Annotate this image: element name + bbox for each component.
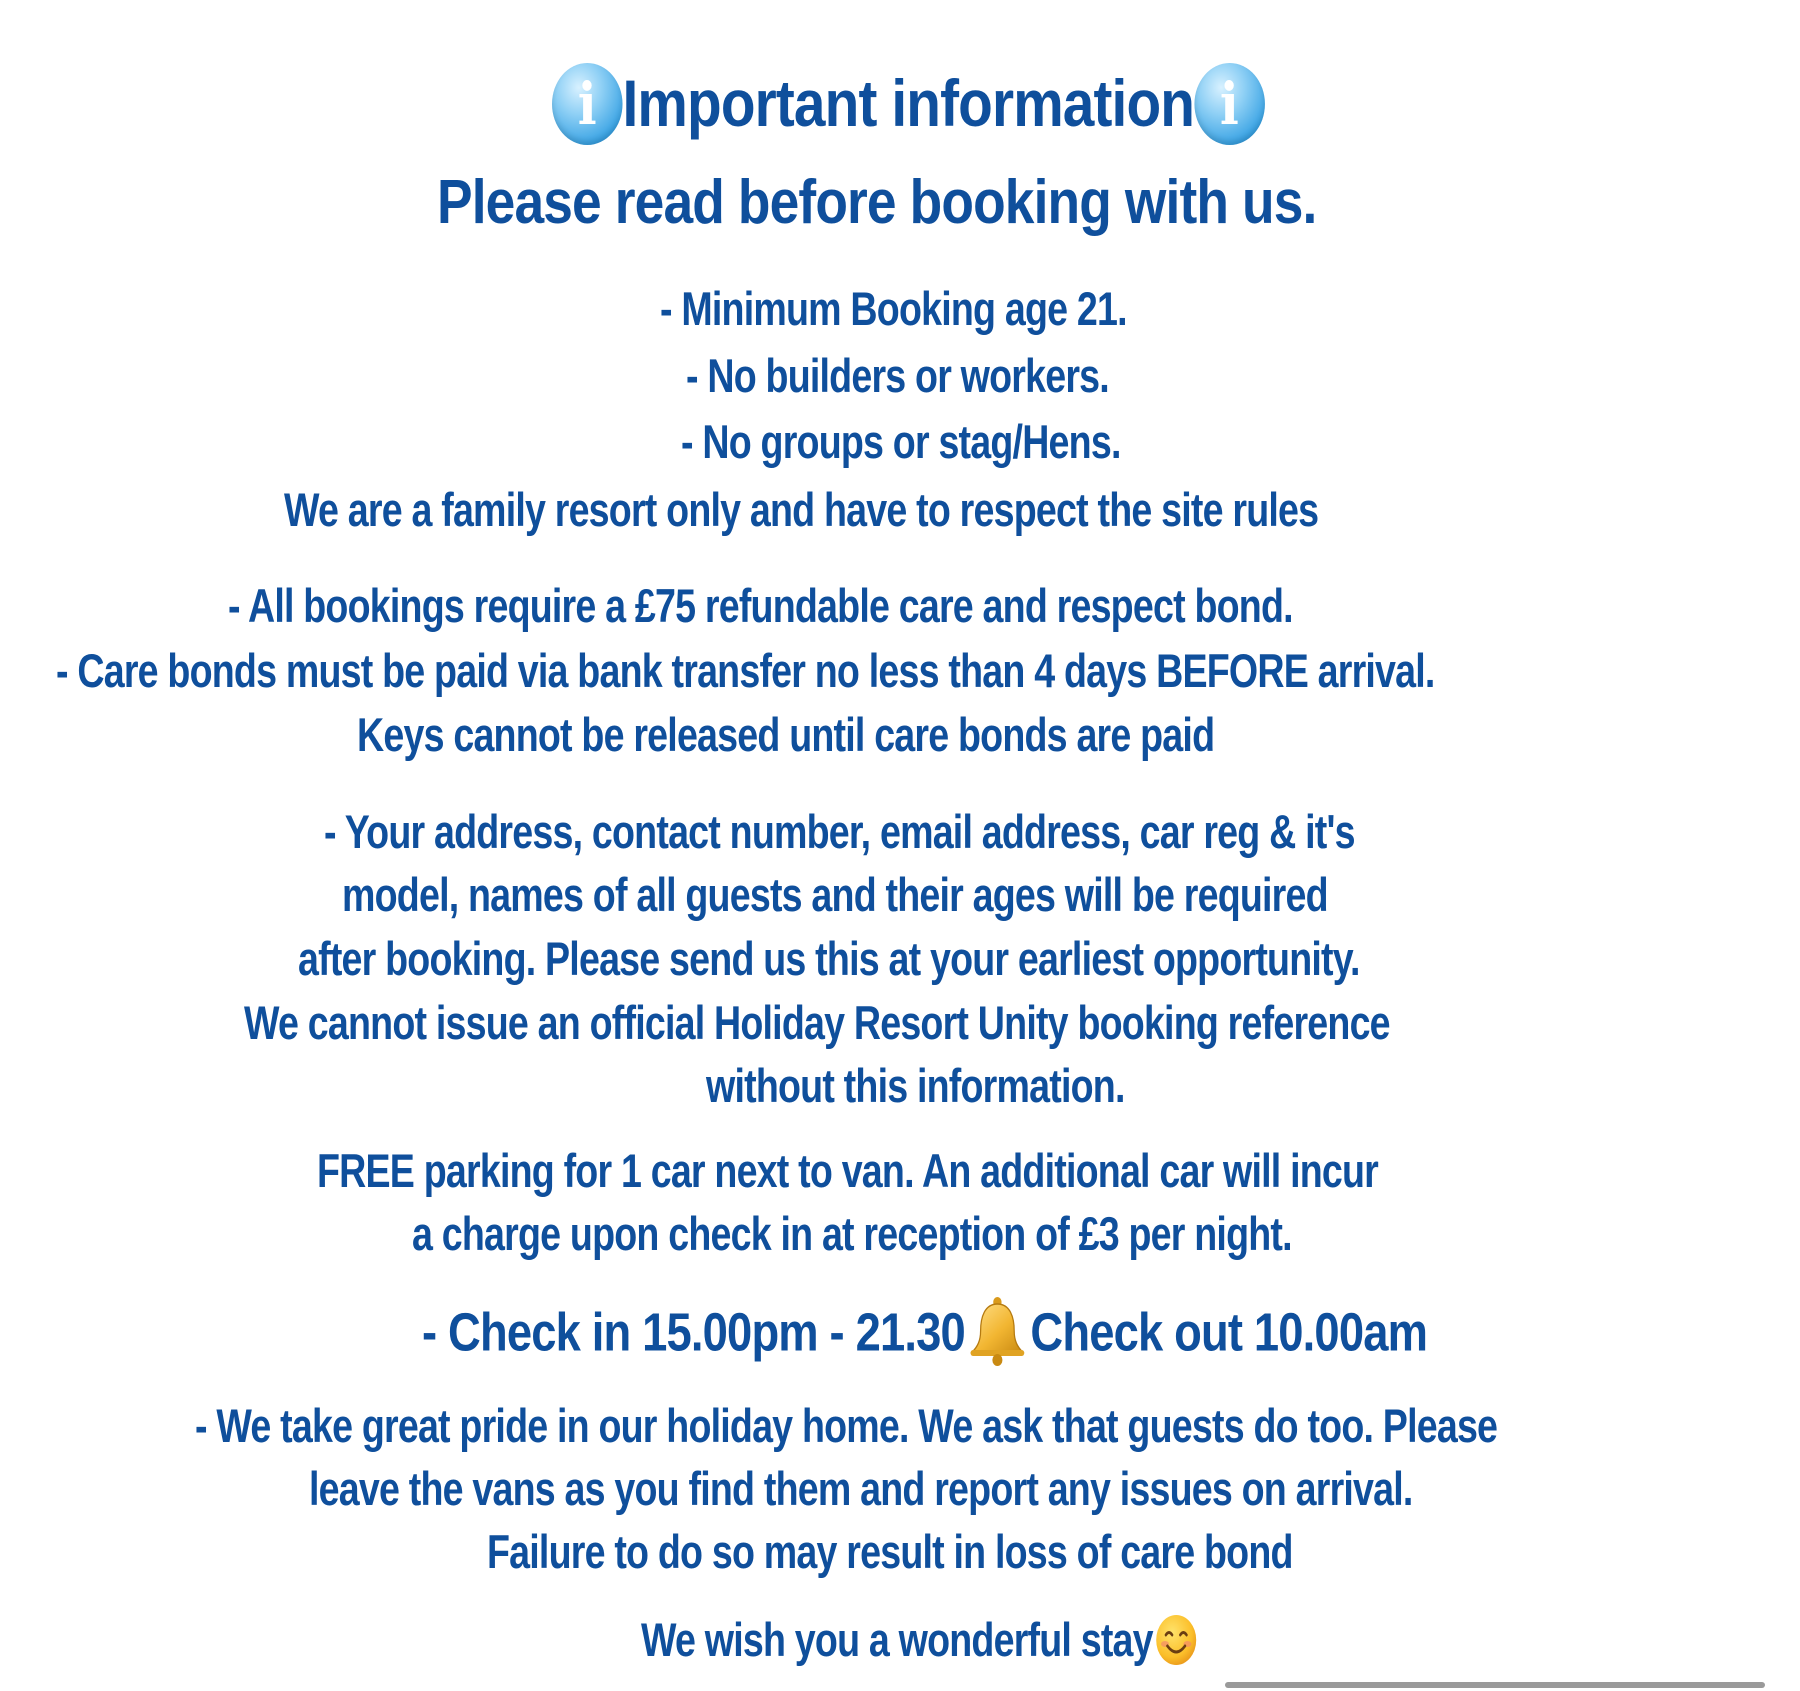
bond-requirement: - All bookings require a £75 refundable care and respect bond. xyxy=(228,579,1293,632)
bond-keys: Keys cannot be released until care bonds are paid xyxy=(357,708,1215,761)
page-subtitle: Please read before booking with us. xyxy=(437,168,1317,237)
parking-line-1: FREE parking for 1 car next to van. An additional car will incur xyxy=(317,1144,1379,1197)
details-line-4: We cannot issue an official Holiday Resort Unity booking reference xyxy=(244,996,1390,1049)
care-line-1: - We take great pride in our holiday home. We ask that guests do too. Please xyxy=(195,1399,1498,1452)
checkin-row xyxy=(422,1302,1428,1367)
horizontal-scrollbar[interactable] xyxy=(1225,1682,1765,1688)
parking-line-2: a charge upon check in at reception of £3 per night. xyxy=(412,1207,1292,1260)
rule-family-resort: We are a family resort only and have to respect the site rules xyxy=(284,483,1319,536)
details-line-3: after booking. Please send us this at your earliest opportunity. xyxy=(298,932,1360,985)
information-icon: i xyxy=(1194,63,1265,145)
details-line-1: - Your address, contact number, email address, car reg & it's xyxy=(324,805,1355,858)
care-line-3: Failure to do so may result in loss of care bond xyxy=(487,1525,1293,1578)
checkin-time: - Check in 15.00pm - 21.30 xyxy=(422,1302,965,1363)
information-icon: i xyxy=(552,63,623,145)
rule-no-groups: - No groups or stag/Hens. xyxy=(681,415,1121,468)
rule-no-builders: - No builders or workers. xyxy=(686,349,1109,402)
page-title: Important information xyxy=(622,66,1195,140)
care-line-2: leave the vans as you find them and report any issues on arrival. xyxy=(309,1462,1413,1515)
checkout-time: Check out 10.00am xyxy=(1030,1302,1428,1363)
smiling-face-icon xyxy=(1154,1613,1197,1667)
bond-payment: - Care bonds must be paid via bank transfer no less than 4 days BEFORE arrival. xyxy=(56,644,1435,697)
closing-message: We wish you a wonderful stay xyxy=(641,1613,1153,1666)
closing-row xyxy=(641,1613,1198,1667)
title-row xyxy=(552,66,1265,145)
bell-icon xyxy=(968,1295,1027,1367)
details-line-2: model, names of all guests and their ages will be required xyxy=(342,868,1328,921)
rule-minimum-age: - Minimum Booking age 21. xyxy=(660,282,1127,335)
details-line-5: without this information. xyxy=(706,1059,1125,1112)
